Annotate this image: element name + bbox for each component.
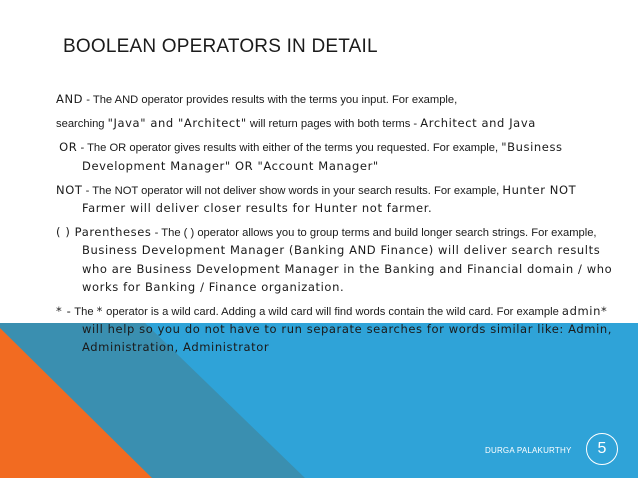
and-searching-text: searching [56,118,108,131]
and-example: "Java" and "Architect" [107,116,247,131]
parentheses-example: Business Development Manager (Banking AND Finance) will deliver search results who are Business Development Manager in the Banking and Financial domain / who works for Banking / Finance organization. [82,243,613,294]
and-result: Architect and Java [420,116,536,131]
slide-body [56,91,616,364]
and-description: - The AND operator provides results with the terms you input. For example, [83,94,458,106]
wildcard-symbol: * [96,304,104,319]
slide-title: BOOLEAN OPERATORS IN DETAIL [63,36,378,57]
not-description: - The NOT operator will not deliver show words in your search results. For example, [82,184,503,197]
parentheses-paragraph [56,224,616,297]
wildcard-example: admin* will help so you do not have to run separate searches for words similar like: Admin, Administration, Administrator [82,304,613,355]
and-result-text: will return pages with both terms - [246,118,421,131]
parentheses-description: - The ( ) operator allows you to group terms and build longer search strings. For example, [151,227,597,240]
or-description: - The OR operator gives results with either of the terms you requested. For example, [77,142,502,155]
or-paragraph [56,139,616,175]
not-paragraph [56,182,616,218]
parentheses-keyword: ( ) Parentheses [56,225,152,240]
wildcard-description: operator is a wild card. Adding a wild card will find words contain the wild card. For example [103,306,562,319]
and-paragraph [56,91,616,109]
and-example-line [56,115,616,133]
not-keyword: NOT [56,182,83,197]
not-example: Hunter NOT Farmer will deliver closer results for Hunter not farmer. [82,182,577,216]
footer-author: DURGA PALAKURTHY [485,446,572,455]
wildcard-paragraph [56,303,616,358]
wildcard-keyword: * - [56,304,72,319]
page-number: 5 [586,433,618,465]
or-keyword: OR [59,140,78,155]
and-keyword: AND [56,92,84,106]
wildcard-the-text: The [71,306,97,319]
or-example: "Business Development Manager" OR "Account Manager" [82,140,563,173]
